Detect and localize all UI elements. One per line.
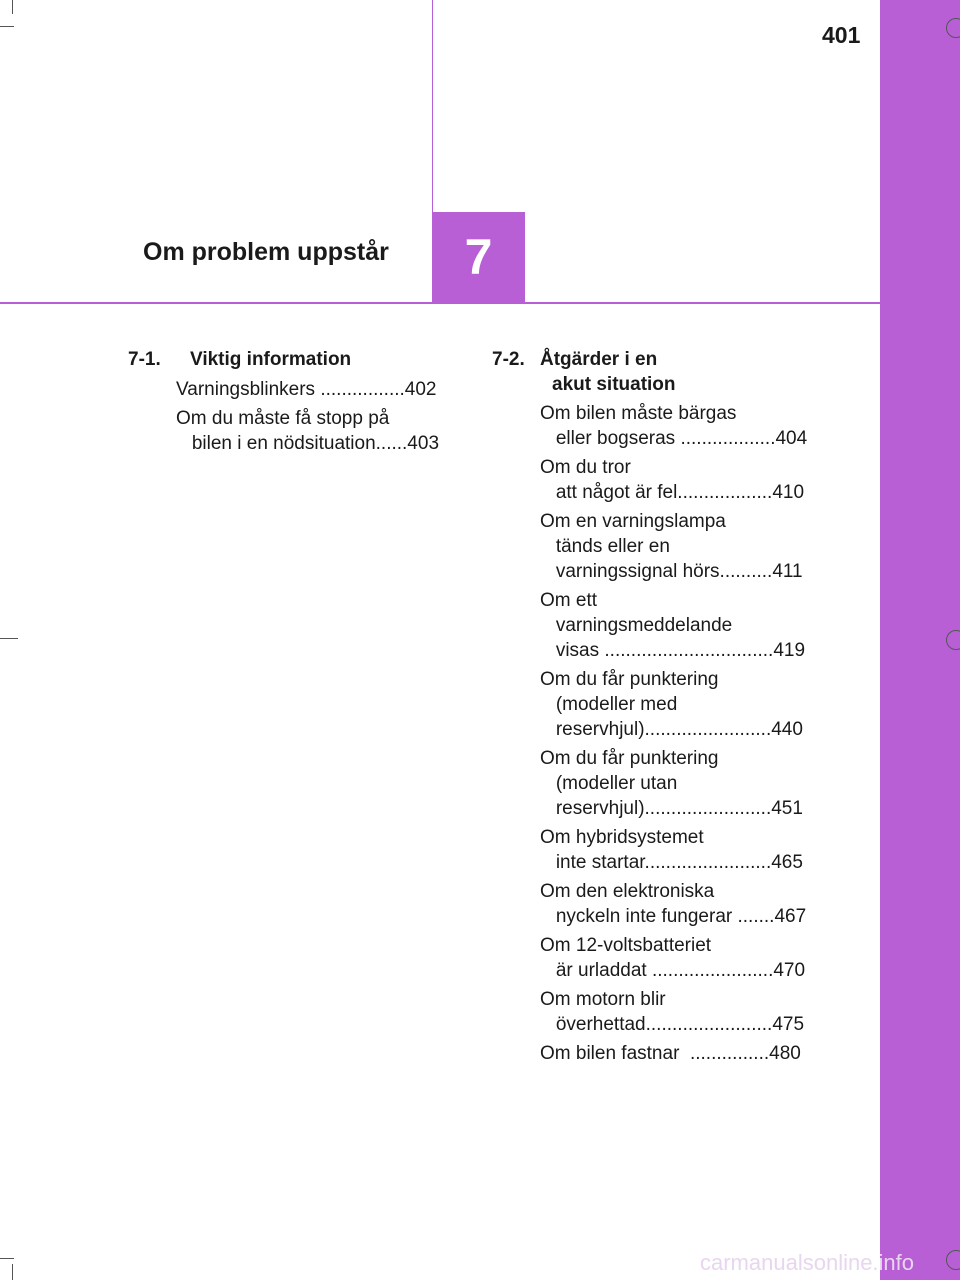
section-title: Viktig information <box>190 349 352 370</box>
section-title: Åtgärder i en <box>540 349 658 370</box>
registration-mark-icon <box>946 630 960 650</box>
toc-entry[interactable]: visas ................................419 <box>540 640 806 661</box>
chapter-title: Om problem uppstår <box>143 238 389 266</box>
toc-entry[interactable]: Varningsblinkers ................402 <box>176 379 437 400</box>
toc-entry[interactable]: nyckeln inte fungerar .......467 <box>540 906 807 927</box>
crop-mark <box>0 26 14 27</box>
toc-entry[interactable]: Om bilen måste bärgas <box>540 403 737 424</box>
toc-entry[interactable]: Om du måste få stopp på <box>176 408 390 429</box>
crop-mark <box>12 1264 13 1280</box>
toc-entry[interactable]: (modeller med <box>540 694 678 715</box>
toc-entry[interactable]: Om hybridsystemet <box>540 827 704 848</box>
toc-entry[interactable]: eller bogseras ..................404 <box>540 428 808 449</box>
toc-entry[interactable]: (modeller utan <box>540 773 678 794</box>
toc-entry[interactable]: Om motorn blir <box>540 989 666 1010</box>
crop-mark <box>12 0 13 14</box>
toc-entry[interactable]: inte startar........................465 <box>540 852 803 873</box>
toc-entry[interactable]: tänds eller en <box>540 536 670 557</box>
toc-entry[interactable]: Om du får punktering <box>540 669 719 690</box>
toc-entry[interactable]: att något är fel..................410 <box>540 482 805 503</box>
section-title: akut situation <box>552 374 676 395</box>
toc-entry[interactable]: Om ett <box>540 590 598 611</box>
toc-entry[interactable]: Om 12-voltsbatteriet <box>540 935 712 956</box>
registration-mark-icon <box>946 1250 960 1270</box>
header-vertical-rule <box>432 0 433 212</box>
crop-mark <box>0 1258 14 1259</box>
toc-entry[interactable]: är urladdat .......................470 <box>540 960 806 981</box>
toc-entry[interactable]: reservhjul)........................451 <box>540 798 803 819</box>
page-number: 401 <box>822 22 861 48</box>
chapter-number: 7 <box>432 212 525 303</box>
toc-entry[interactable]: Om en varningslampa <box>540 511 726 532</box>
watermark: carmanualsonline.info <box>700 1250 915 1275</box>
toc-entry[interactable]: överhettad........................475 <box>540 1014 805 1035</box>
toc-entry[interactable]: Om den elektroniska <box>540 881 715 902</box>
toc-entry[interactable]: reservhjul)........................440 <box>540 719 803 740</box>
crop-mark <box>0 638 18 639</box>
toc-entry[interactable]: varningsmeddelande <box>540 615 733 636</box>
registration-mark-icon <box>946 18 960 38</box>
toc-entry[interactable]: bilen i en nödsituation......403 <box>176 433 440 454</box>
toc-entry[interactable]: Om bilen fastnar ...............480 <box>540 1043 801 1064</box>
toc-entry[interactable]: Om du tror <box>540 457 631 478</box>
section-number: 7-2. <box>492 349 525 370</box>
toc-entry[interactable]: varningssignal hörs..........411 <box>540 561 803 582</box>
section-number: 7-1. <box>128 349 161 370</box>
toc-entry[interactable]: Om du får punktering <box>540 748 719 769</box>
